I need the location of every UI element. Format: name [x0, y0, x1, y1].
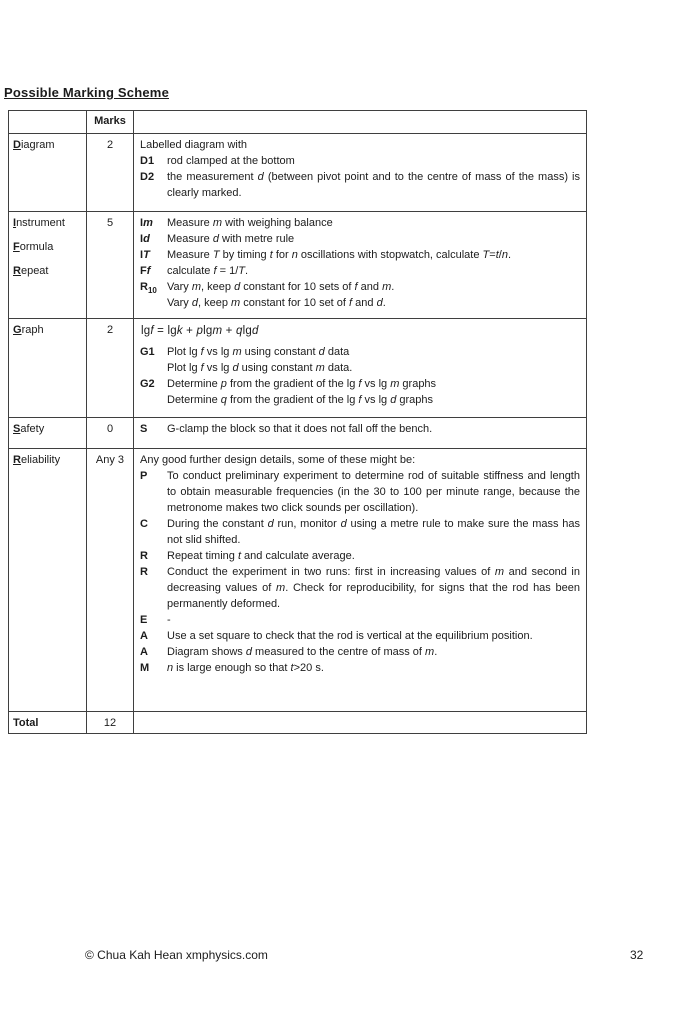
- criterion-code: [140, 392, 167, 408]
- criteria-cell: [134, 418, 587, 449]
- criterion-code: [140, 360, 167, 376]
- criterion-code: A: [140, 630, 148, 642]
- footer-copyright: © Chua Kah Hean xmphysics.com: [85, 948, 268, 962]
- criterion-code: A: [140, 646, 148, 658]
- row-label: [13, 322, 84, 338]
- row-label-rest: epeat: [20, 265, 49, 277]
- criterion-text: Vary m, keep d constant for 10 sets of f and m.: [167, 281, 395, 293]
- criterion-item: [140, 548, 580, 564]
- row-label-lead: F: [13, 241, 20, 253]
- criterion-item: [140, 612, 580, 628]
- footer-page-number: 32: [630, 948, 644, 962]
- criterion-code: D1: [140, 155, 155, 167]
- table-header: [9, 111, 587, 134]
- criteria-intro: Any good further design details, some of these might be:: [140, 454, 416, 466]
- row-label: [13, 452, 84, 468]
- criterion-text: G-clamp the block so that it does not fall off the bench.: [167, 423, 433, 435]
- criterion-item: [140, 263, 580, 279]
- criterion-code: Ff: [140, 265, 151, 277]
- criterion-text: Plot lg f vs lg d using constant m data.: [167, 362, 353, 374]
- criterion-item: [140, 247, 580, 263]
- criterion-item: [140, 628, 580, 644]
- row-label-rest: iagram: [20, 139, 55, 151]
- criterion-code: E: [140, 614, 148, 626]
- marks-value: 5: [87, 212, 134, 319]
- criterion-text: Measure m with weighing balance: [167, 217, 333, 229]
- criterion-code: G1: [140, 346, 155, 358]
- criterion-item: [140, 644, 580, 660]
- criterion-code: IT: [140, 249, 150, 261]
- row-label-lead: R: [13, 454, 21, 466]
- criterion-item: [140, 215, 580, 231]
- row-label-rest: eliability: [20, 454, 61, 466]
- row-label-cell: [9, 712, 87, 734]
- table-row-graph: [9, 319, 587, 418]
- criterion-text: rod clamped at the bottom: [167, 155, 295, 167]
- criterion-code: C: [140, 518, 148, 530]
- criterion-text: -: [167, 614, 171, 626]
- graph-equation: lgf = lgk + plgm + qlgd: [141, 325, 259, 337]
- criterion-text: Measure d with metre rule: [167, 233, 295, 245]
- table-row-reliability: [9, 449, 587, 712]
- table-body: [9, 134, 587, 734]
- header-criteria-cell: [134, 111, 587, 134]
- criterion-code: M: [140, 662, 150, 674]
- criterion-code: Id: [140, 233, 150, 245]
- row-label-cell: [9, 319, 87, 418]
- row-label-cell: [9, 134, 87, 212]
- criterion-text: During the constant d run, monitor d using a metre rule to make sure the mass has not slid shifted.: [167, 518, 580, 546]
- criterion-code: G2: [140, 378, 155, 390]
- criterion-text: n is large enough so that t>20 s.: [167, 662, 324, 674]
- criterion-item: [140, 376, 580, 392]
- criteria-intro: Labelled diagram with: [140, 139, 248, 151]
- criterion-code: D2: [140, 171, 155, 183]
- marks-value: Any 3: [87, 449, 134, 712]
- marks-value: 2: [87, 319, 134, 418]
- criterion-text: Vary d, keep m constant for 10 set of f and d.: [167, 297, 386, 309]
- criterion-code: P: [140, 470, 148, 482]
- table-row-instrument: [9, 212, 587, 319]
- row-label-lead: R: [13, 265, 21, 277]
- criterion-code: Im: [140, 217, 153, 229]
- marks-value: 2: [87, 134, 134, 212]
- table-row-diagram: [9, 134, 587, 212]
- criterion-code: S: [140, 423, 148, 435]
- criterion-text: Use a set square to check that the rod is vertical at the equilibrium position.: [167, 630, 533, 642]
- criteria-cell: [134, 449, 587, 712]
- row-label: [13, 421, 84, 437]
- row-label: [13, 239, 84, 255]
- criterion-text: calculate f = 1/T.: [167, 265, 249, 277]
- criterion-item: [140, 516, 580, 548]
- criterion-item: [140, 344, 580, 360]
- page-title: Possible Marking Scheme: [4, 85, 169, 100]
- criteria-cell: [134, 712, 587, 734]
- criterion-item: [140, 392, 580, 408]
- header-marks-cell: Marks: [87, 111, 134, 134]
- row-label-lead: D: [13, 139, 21, 151]
- marking-scheme-table: [8, 110, 587, 734]
- criterion-text: Plot lg f vs lg m using constant d data: [167, 346, 350, 358]
- criteria-cell: [134, 212, 587, 319]
- row-label-rest: raph: [21, 324, 44, 336]
- criterion-item: [140, 231, 580, 247]
- row-label-lead: S: [13, 423, 21, 435]
- criterion-code: R: [140, 550, 148, 562]
- criterion-item: [140, 564, 580, 612]
- marks-value: 0: [87, 418, 134, 449]
- row-label: [13, 715, 84, 731]
- row-label-rest: ormula: [19, 241, 54, 253]
- row-label-cell: [9, 212, 87, 319]
- criterion-text: To conduct preliminary experiment to determine rod of suitable stiffness and length to obtain measurable frequencies (in the 30 to 100 per minute range, because the metronome makes two click sounds per oscillation).: [167, 470, 580, 514]
- marks-value: 12: [87, 712, 134, 734]
- criterion-item: [140, 660, 580, 676]
- row-label: [13, 137, 84, 153]
- header-label-cell: [9, 111, 87, 134]
- criterion-text: Repeat timing t and calculate average.: [167, 550, 355, 562]
- criterion-item: [140, 360, 580, 376]
- row-label-lead: G: [13, 324, 22, 336]
- criterion-text: Measure T by timing t for n oscillations with stopwatch, calculate T=t/n.: [167, 249, 512, 261]
- criterion-item: [140, 295, 580, 311]
- criterion-item: [140, 153, 580, 169]
- criterion-code: R: [140, 566, 148, 578]
- criterion-item: [140, 468, 580, 516]
- row-label: [13, 215, 84, 231]
- row-label-cell: [9, 418, 87, 449]
- row-label-rest: nstrument: [16, 217, 65, 229]
- criterion-text: the measurement d (between pivot point and to the centre of mass of the mass) is clearly marked.: [167, 171, 580, 199]
- criterion-item: [140, 421, 580, 437]
- row-label: [13, 263, 84, 279]
- row-label-rest: afety: [20, 423, 45, 435]
- criterion-text: Determine q from the gradient of the lg f vs lg d graphs: [167, 394, 434, 406]
- table-row-total: [9, 712, 587, 734]
- criteria-cell: [134, 134, 587, 212]
- criterion-text: Diagram shows d measured to the centre of mass of m.: [167, 646, 438, 658]
- criterion-code: [140, 295, 167, 311]
- table-row-safety: [9, 418, 587, 449]
- criterion-code: $R_{10}$: [140, 281, 157, 296]
- criteria-cell: [134, 319, 587, 418]
- row-label-lead: I: [13, 217, 17, 229]
- criterion-text: Determine p from the gradient of the lg f vs lg m graphs: [167, 378, 437, 390]
- criterion-item: [140, 279, 580, 295]
- header-row: [9, 111, 587, 134]
- row-label-lead: Total: [13, 717, 39, 729]
- row-label-cell: [9, 449, 87, 712]
- criterion-text: Conduct the experiment in two runs: first in increasing values of m and second in decreasing values of m. Check for reproducibility, for signs that the rod has been permanently deformed.: [167, 566, 581, 610]
- criterion-item: [140, 169, 580, 201]
